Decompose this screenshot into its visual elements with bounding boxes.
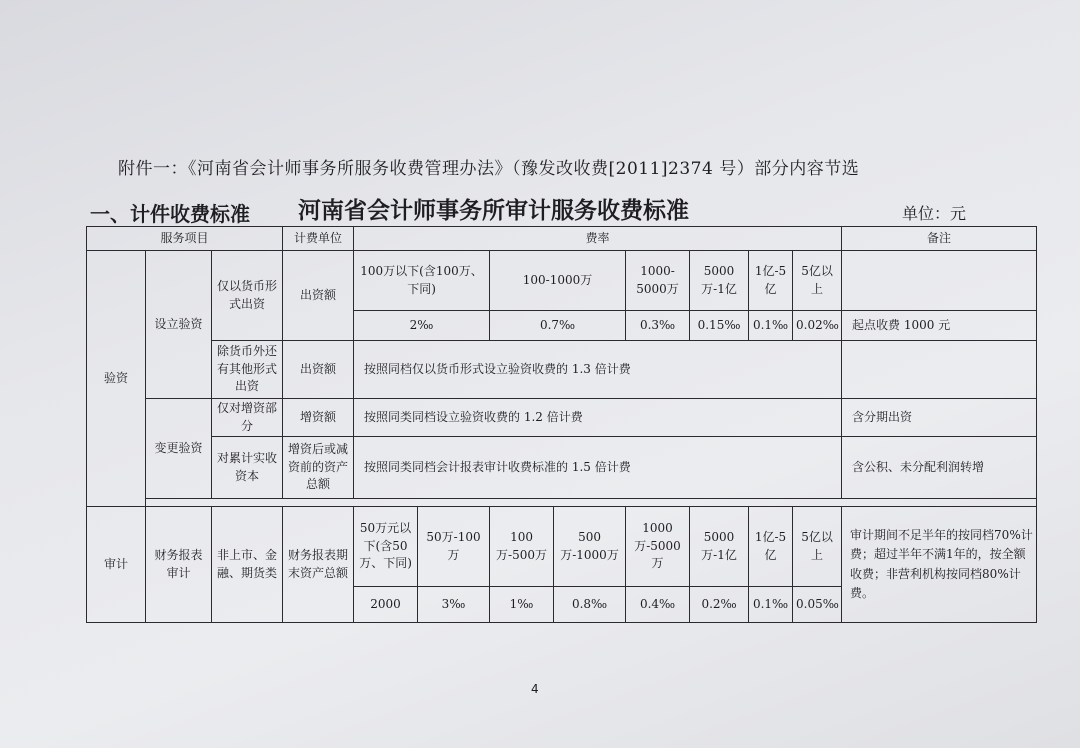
rate-cell: 0.2‰	[690, 587, 749, 623]
note-empty	[842, 341, 1037, 399]
item-cash-only: 仅以货币形式出资	[212, 251, 283, 341]
table-row	[87, 499, 1037, 507]
tier-cell: 5000万-1亿	[690, 251, 749, 311]
table-row	[87, 251, 1037, 311]
tier-cell: 1000-5000万	[626, 251, 690, 311]
item-cumulative: 对累计实收资本	[212, 437, 283, 499]
tier-cell: 50万元以下(含50万、下同)	[354, 507, 418, 587]
subcategory-sheli: 设立验资	[146, 251, 212, 399]
header-rate: 费率	[354, 227, 842, 251]
category-shenji: 审计	[87, 507, 146, 623]
unit-label: 单位：元	[902, 204, 967, 223]
tier-cell: 500万-1000万	[554, 507, 626, 587]
item-increase-only: 仅对增资部分	[212, 399, 283, 437]
rate-cell: 0.7‰	[490, 311, 626, 341]
unit-capital: 出资额	[283, 251, 354, 341]
note-cell: 起点收费 1000 元	[842, 311, 1037, 341]
category-yanzi: 验资	[87, 251, 146, 507]
note-cell: 含分期出资	[842, 399, 1037, 437]
tier-cell: 100万以下(含100万、下同)	[354, 251, 490, 311]
tier-cell: 5亿以上	[793, 507, 842, 587]
rate-cell: 0.02‰	[793, 311, 842, 341]
tier-cell: 100-1000万	[490, 251, 626, 311]
note-cell: 审计期间不足半年的按同档70%计费；超过半年不满1年的，按全额收费；非营利机构按同档80%计费。	[842, 507, 1037, 623]
table-row	[87, 341, 1037, 399]
table-header-row	[87, 227, 1037, 251]
rate-cell: 0.8‰	[554, 587, 626, 623]
tier-cell: 1000万-5000万	[626, 507, 690, 587]
item-non-listed: 非上市、金融、期货类	[212, 507, 283, 623]
rule-cell: 按照同档仅以货币形式设立验资收费的 1.3 倍计费	[354, 341, 842, 399]
rate-cell: 0.05‰	[793, 587, 842, 623]
unit-total-assets: 增资后或减资前的资产总额	[283, 437, 354, 499]
attachment-title: 附件一：《河南省会计师事务所服务收费管理办法》（豫发改收费[2011]2374 号）部分内容节选	[118, 159, 860, 179]
table-row	[87, 399, 1037, 437]
tier-cell: 50万-100万	[418, 507, 490, 587]
item-other-forms: 除货币外还有其他形式出资	[212, 341, 283, 399]
header-unit: 计费单位	[283, 227, 354, 251]
table-row	[87, 437, 1037, 499]
header-service: 服务项目	[87, 227, 283, 251]
rate-cell: 2000	[354, 587, 418, 623]
rate-cell: 1‰	[490, 587, 554, 623]
table-row	[87, 507, 1037, 587]
tier-cell: 5000万-1亿	[690, 507, 749, 587]
rate-cell: 0.1‰	[749, 311, 793, 341]
unit-capital: 出资额	[283, 341, 354, 399]
gap-cell	[146, 499, 1037, 507]
page-title: 河南省会计师事务所审计服务收费标准	[298, 198, 689, 224]
unit-increase: 增资额	[283, 399, 354, 437]
page-number: 4	[531, 682, 539, 696]
rate-cell: 0.4‰	[626, 587, 690, 623]
rate-cell: 3‰	[418, 587, 490, 623]
tier-cell: 100万-500万	[490, 507, 554, 587]
note-cell: 含公积、未分配利润转增	[842, 437, 1037, 499]
tier-cell: 5亿以上	[793, 251, 842, 311]
section-heading: 一、计件收费标准	[90, 202, 250, 226]
header-note: 备注	[842, 227, 1037, 251]
rule-cell: 按照同类同档设立验资收费的 1.2 倍计费	[354, 399, 842, 437]
rate-cell: 2‰	[354, 311, 490, 341]
rate-cell: 0.15‰	[690, 311, 749, 341]
rate-cell: 0.3‰	[626, 311, 690, 341]
note-empty	[842, 251, 1037, 311]
subcategory-biangeng: 变更验资	[146, 399, 212, 499]
fee-standard-table	[86, 226, 1037, 623]
tier-cell: 1亿-5亿	[749, 251, 793, 311]
rule-cell: 按照同类同档会计报表审计收费标准的 1.5 倍计费	[354, 437, 842, 499]
rate-cell: 0.1‰	[749, 587, 793, 623]
subcategory-caiwu: 财务报表审计	[146, 507, 212, 623]
tier-cell: 1亿-5亿	[749, 507, 793, 587]
unit-total-assets: 财务报表期末资产总额	[283, 507, 354, 623]
